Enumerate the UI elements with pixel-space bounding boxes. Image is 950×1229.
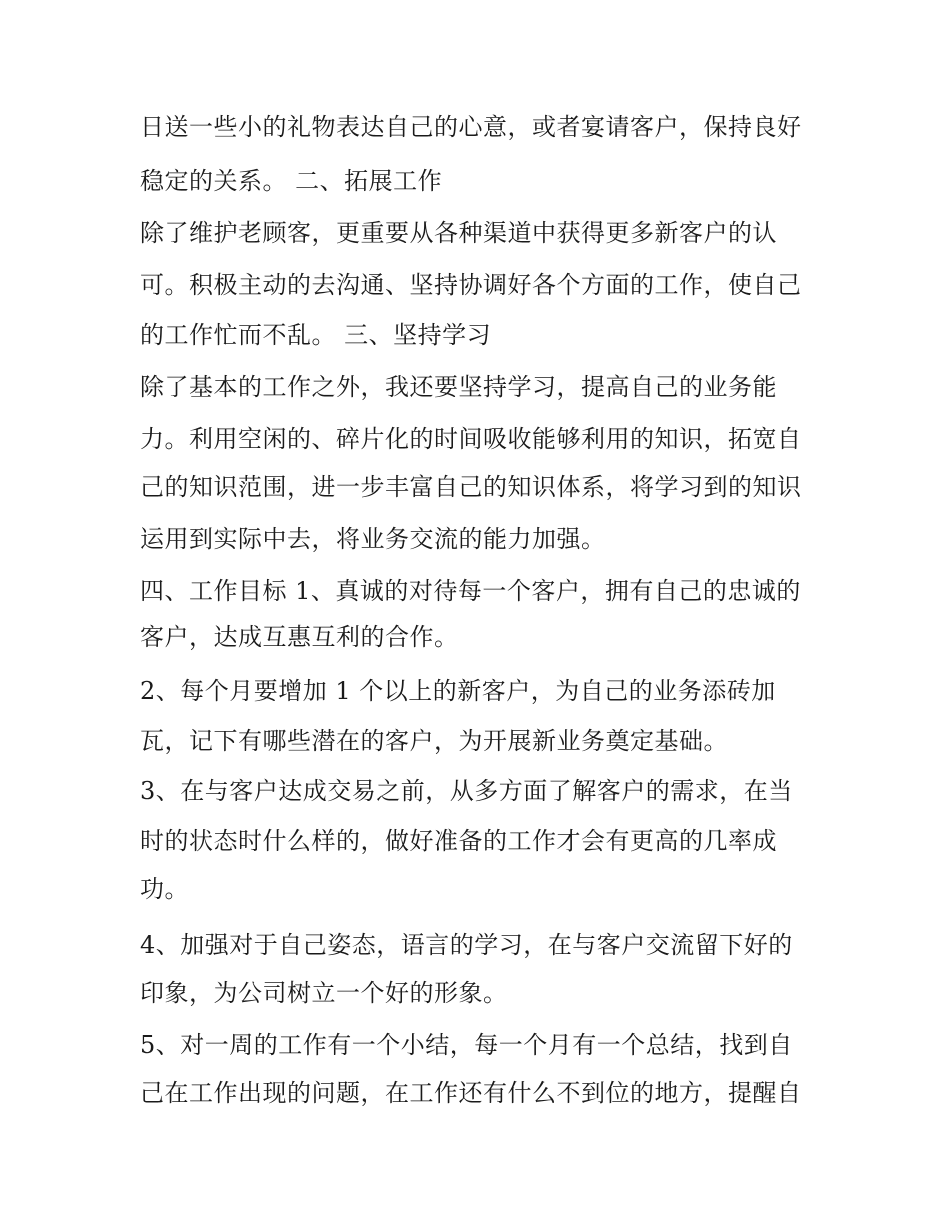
- text-line-1: 日送一些小的礼物表达自己的心意，或者宴请客户，保持良好: [140, 113, 802, 141]
- text-line-20: 己在工作出现的问题，在工作还有什么不到位的地方，提醒自: [140, 1079, 802, 1107]
- text-line-14: 3、在与客户达成交易之前，从多方面了解客户的需求，在当: [140, 777, 793, 805]
- text-line-19: 5、对一周的工作有一个小结，每一个月有一个总结，找到自: [140, 1031, 793, 1059]
- text-line-15: 时的状态时什么样的，做好准备的工作才会有更高的几率成: [140, 827, 777, 855]
- text-line-5: 的工作忙而不乱。 三、坚持学习: [140, 321, 492, 349]
- text-line-12: 2、每个月要增加 1 个以上的新客户，为自己的业务添砖加: [140, 677, 776, 705]
- text-line-4: 可。积极主动的去沟通、坚持协调好各个方面的工作，使自己: [140, 271, 802, 299]
- text-line-2: 稳定的关系。 二、拓展工作: [140, 167, 443, 195]
- text-line-10: 四、工作目标 1、真诚的对待每一个客户，拥有自己的忠诚的: [140, 577, 801, 605]
- text-line-7: 力。利用空闲的、碎片化的时间吸收能够利用的知识，拓宽自: [140, 425, 802, 453]
- text-line-9: 运用到实际中去，将业务交流的能力加强。: [140, 525, 606, 553]
- text-line-16: 功。: [140, 875, 189, 903]
- text-line-13: 瓦，记下有哪些潜在的客户，为开展新业务奠定基础。: [140, 727, 728, 755]
- text-line-8: 己的知识范围，进一步丰富自己的知识体系，将学习到的知识: [140, 473, 802, 501]
- text-line-3: 除了维护老顾客，更重要从各种渠道中获得更多新客户的认: [140, 219, 777, 247]
- text-line-11: 客户，达成互惠互利的合作。: [140, 623, 459, 651]
- text-line-18: 印象，为公司树立一个好的形象。: [140, 979, 508, 1007]
- text-line-6: 除了基本的工作之外，我还要坚持学习，提高自己的业务能: [140, 373, 777, 401]
- text-line-17: 4、加强对于自己姿态，语言的学习，在与客户交流留下好的: [140, 931, 793, 959]
